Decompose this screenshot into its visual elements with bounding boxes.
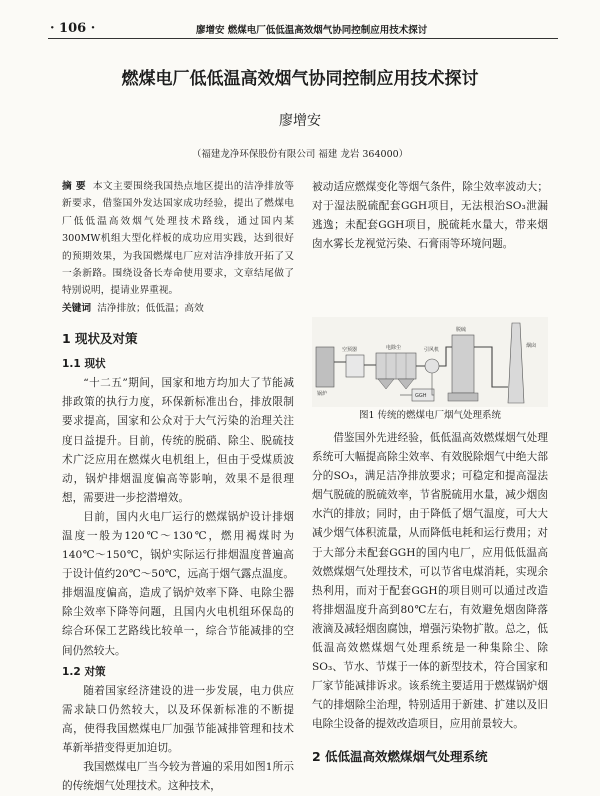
article-title: 燃煤电厂低低温高效烟气协同控制应用技术探讨 (121, 69, 479, 89)
subsection-heading-1-1: 1.1 现状 (62, 358, 106, 371)
page-number: · 106 · (50, 21, 96, 36)
keywords-label: 关键词 (62, 302, 92, 314)
header-rule (48, 38, 558, 39)
label-boiler: 锅炉 (317, 391, 328, 397)
paragraph: 借鉴国外先进经验，低低温高效燃煤烟气处理系统可大幅提高除尘效率、有效脱除烟气中绝大部分的SO₃，满足洁净排放要求；可稳定和提高湿法烟气脱硫的脱硫效率，节省脱硫用水量，减少烟囱水汽的排放；同时，由于降低了烟气温度，可大大减少烟气体积流量，从而降低电耗和运行费用；对于大部分未配套GGH的国内电厂，应用低低温高效燃煤烟气处理技术，可以节省电煤消耗，实现余热利用，而对于配套GGH的项目则可以通过改造将排烟温度升高到80℃左右，有效避免烟囱降落液滴及减轻烟囱腐蚀，增强污染物扩散。总之，低低温高效燃煤烟气处理系统是一种集除尘、除SO₃、节水、节煤于一体的新型技术，符合国家和厂家节能减排诉求。该系统主要适用于燃煤锅炉烟气的排烟除尘治理，特别适用于新建、扩建以及旧电除尘设备的提效改造项目，应用前景较大。 (312, 432, 548, 731)
keywords (62, 300, 294, 317)
paragraph: 随着国家经济建设的进一步发展，电力供应需求缺口仍然较大，以及环保新标准的不断提高，使得我国燃煤电厂加强节能减排管理和技术革新举措变得更加迫切。 (62, 684, 294, 754)
flue-gas-system-diagram (312, 317, 548, 407)
boiler-shape (316, 347, 334, 387)
left-column (62, 178, 294, 796)
abstract-text: 本文主要围绕我国热点地区提出的洁净排放等新要求，借鉴国外发达国家成功经验，提出了燃煤电厂低低温高效烟气处理技术路线，通过国内某300MW机组大型化样板的成功应用实践，达到很好的预期效果，为我国燃煤电厂应对洁净排放开拓了又一条新路。围绕设备长寿命使用要求，文章结尾做了特别说明，提请业界重视。 (62, 181, 294, 297)
figure-caption: 图1 传统的燃煤电厂烟气处理系统 (358, 410, 502, 421)
absorber-shape (452, 335, 474, 393)
affiliation: （福建龙净环保股份有限公司 福建 龙岩 364000） (191, 149, 409, 160)
running-header: 廖增安 燃煤电厂低低温高效烟气协同控制应用技术探讨 (196, 25, 428, 36)
author-name: 廖增安 (279, 113, 321, 129)
label-esp: 电除尘 (386, 345, 402, 351)
abstract (62, 178, 294, 300)
keywords-text: 洁净排放；低低温；高效 (97, 302, 204, 314)
label-fgd: 脱硫 (456, 327, 467, 333)
label-fan: 引风机 (424, 347, 440, 353)
section-heading-1: 1 现状及对策 (62, 331, 138, 347)
abstract-label: 摘 要 (62, 181, 86, 192)
fan-shape (425, 359, 439, 373)
label-air-preheater: 空预器 (342, 347, 358, 353)
label-stack: 烟囱 (526, 343, 537, 349)
paragraph-continued: 被动适应燃煤变化等烟气条件，除尘效率波动大；对于湿法脱硫配套GGH项目，无法根治SO₃泄漏逃逸；未配套GGH项目，脱硫耗水量大，带来烟囱水雾长龙视觉污染、石膏雨等环境问题。 (312, 181, 548, 251)
right-column (312, 178, 548, 773)
label-ggh: GGH (415, 393, 427, 399)
subsection-heading-1-2: 1.2 对策 (62, 665, 106, 678)
figure-1 (312, 317, 548, 425)
section-heading-2: 2 低低温高效燃煤烟气处理系统 (312, 748, 488, 764)
air-preheater-shape (346, 355, 364, 377)
paragraph: 目前，国内火电厂运行的燃煤锅炉设计排烟温度一般为120℃～130℃，燃用褐煤时为140℃～150℃，锅炉实际运行排烟温度普遍高于设计值约20℃～50℃，远高于烟气露点温度。排烟温度偏高，造成了锅炉效率下降、电除尘器除尘效率下降等问题，且国内火电机组环保岛的综合环保工艺路线比较单一，综合节能减排的空间仍然较大。 (62, 510, 294, 657)
paragraph: 我国燃煤电厂当今较为普遍的采用如图1所示的传统烟气处理技术。这种技术， (62, 761, 294, 793)
paragraph: “十二五”期间，国家和地方均加大了节能减排政策的执行力度，环保新标准出台，排放限制要求提高，国家和公众对于大气污染的治理关注度日益提升。目前，传统的脱硝、除尘、脱硫技术广泛应用在燃煤火电机组上，但由于受煤质波动，锅炉排烟温度偏高等影响，效果不是很理想，需要进一步挖潜增效。 (62, 377, 294, 504)
